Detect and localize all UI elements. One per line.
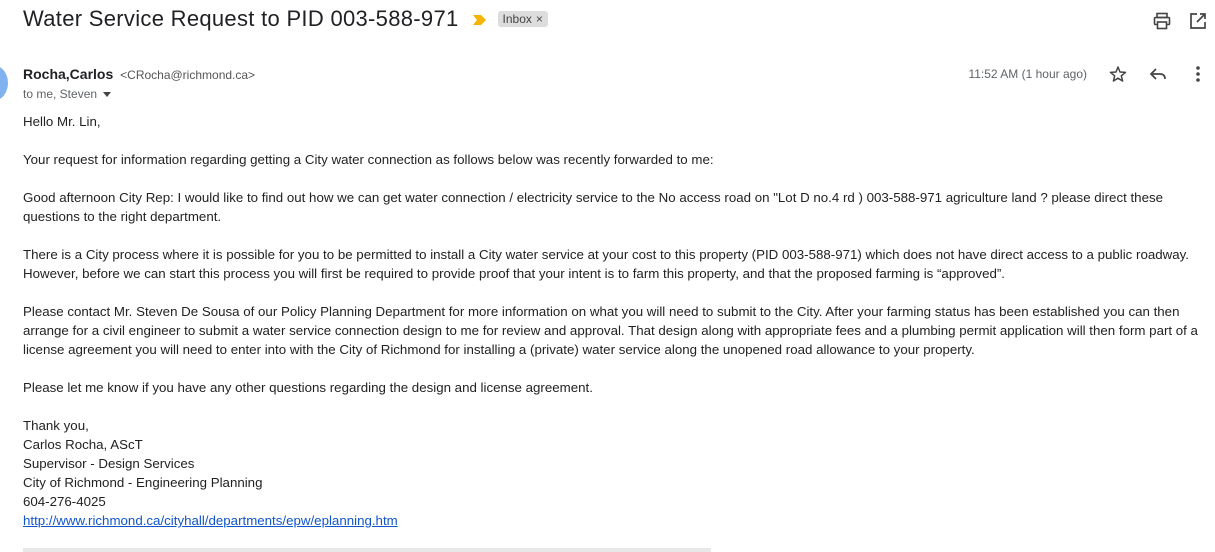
recipients-toggle[interactable] <box>23 87 111 101</box>
important-marker-icon[interactable] <box>472 13 487 25</box>
open-in-new-window-icon[interactable] <box>1189 12 1207 30</box>
sender-row <box>23 66 255 82</box>
thread-actions <box>1153 12 1207 30</box>
avatar <box>0 65 8 101</box>
inbox-label-text: Inbox <box>502 12 532 26</box>
message-time: 11:52 AM (1 hour ago) <box>968 67 1087 81</box>
message-actions <box>1109 64 1207 84</box>
paragraph-2: Good afternoon City Rep: I would like to find out how we can get water connection / electricity service to the No access road on "Lot D no.4 rd ) 003-588-971 agriculture land ? please direct these questions to the right department. <box>23 190 1164 224</box>
signature-name: Carlos Rocha, AScT <box>23 437 143 452</box>
subject-row <box>23 6 548 32</box>
star-icon[interactable] <box>1109 64 1127 84</box>
paragraph-4: Please contact Mr. Steven De Sousa of our Policy Planning Department for more information on what you will need to submit to the City. After your farming status has been established you can then arrange for a civil engineer to submit a water service connection design to me for review and approval. That design along with appropriate fees and a plumbing permit application will then form part of a license agreement you will need to enter into with the City of Richmond for installing a (private) water service along the unopened road allowance to your property. <box>23 304 1198 357</box>
email-subject: Water Service Request to PID 003-588-971 <box>23 6 459 31</box>
attachment-divider <box>23 548 711 552</box>
email-body <box>23 112 1211 530</box>
paragraph-5: Please let me know if you have any other questions regarding the design and license agreement. <box>23 380 593 395</box>
signature <box>23 416 1211 530</box>
more-vert-icon[interactable] <box>1189 64 1207 84</box>
signature-title: Supervisor - Design Services <box>23 456 195 471</box>
signature-dept: City of Richmond - Engineering Planning <box>23 475 263 490</box>
chevron-down-icon[interactable] <box>103 92 111 97</box>
reply-icon[interactable] <box>1149 64 1167 84</box>
signature-closing: Thank you, <box>23 418 89 433</box>
greeting: Hello Mr. Lin, <box>23 114 101 129</box>
inbox-label-chip[interactable] <box>498 11 548 27</box>
recipients-text: to me, Steven <box>23 87 98 101</box>
remove-label-icon[interactable]: × <box>535 12 543 26</box>
paragraph-3: There is a City process where it is possible for you to be permitted to install a City water service at your cost to this property (PID 003-588-971) which does not have direct access to a public roadway. However, before we can start this process you will first be required to provide proof that your intent is to farm this property, and that the proposed farming is “approved”. <box>23 247 1189 281</box>
signature-phone: 604-276-4025 <box>23 494 106 509</box>
print-icon[interactable] <box>1153 12 1171 30</box>
sender-name: Rocha,Carlos <box>23 66 114 82</box>
signature-link[interactable]: http://www.richmond.ca/cityhall/departments/epw/eplanning.htm <box>23 513 398 528</box>
paragraph-1: Your request for information regarding getting a City water connection as follows below was recently forwarded to me: <box>23 152 714 167</box>
sender-email: <CRocha@richmond.ca> <box>120 68 256 82</box>
